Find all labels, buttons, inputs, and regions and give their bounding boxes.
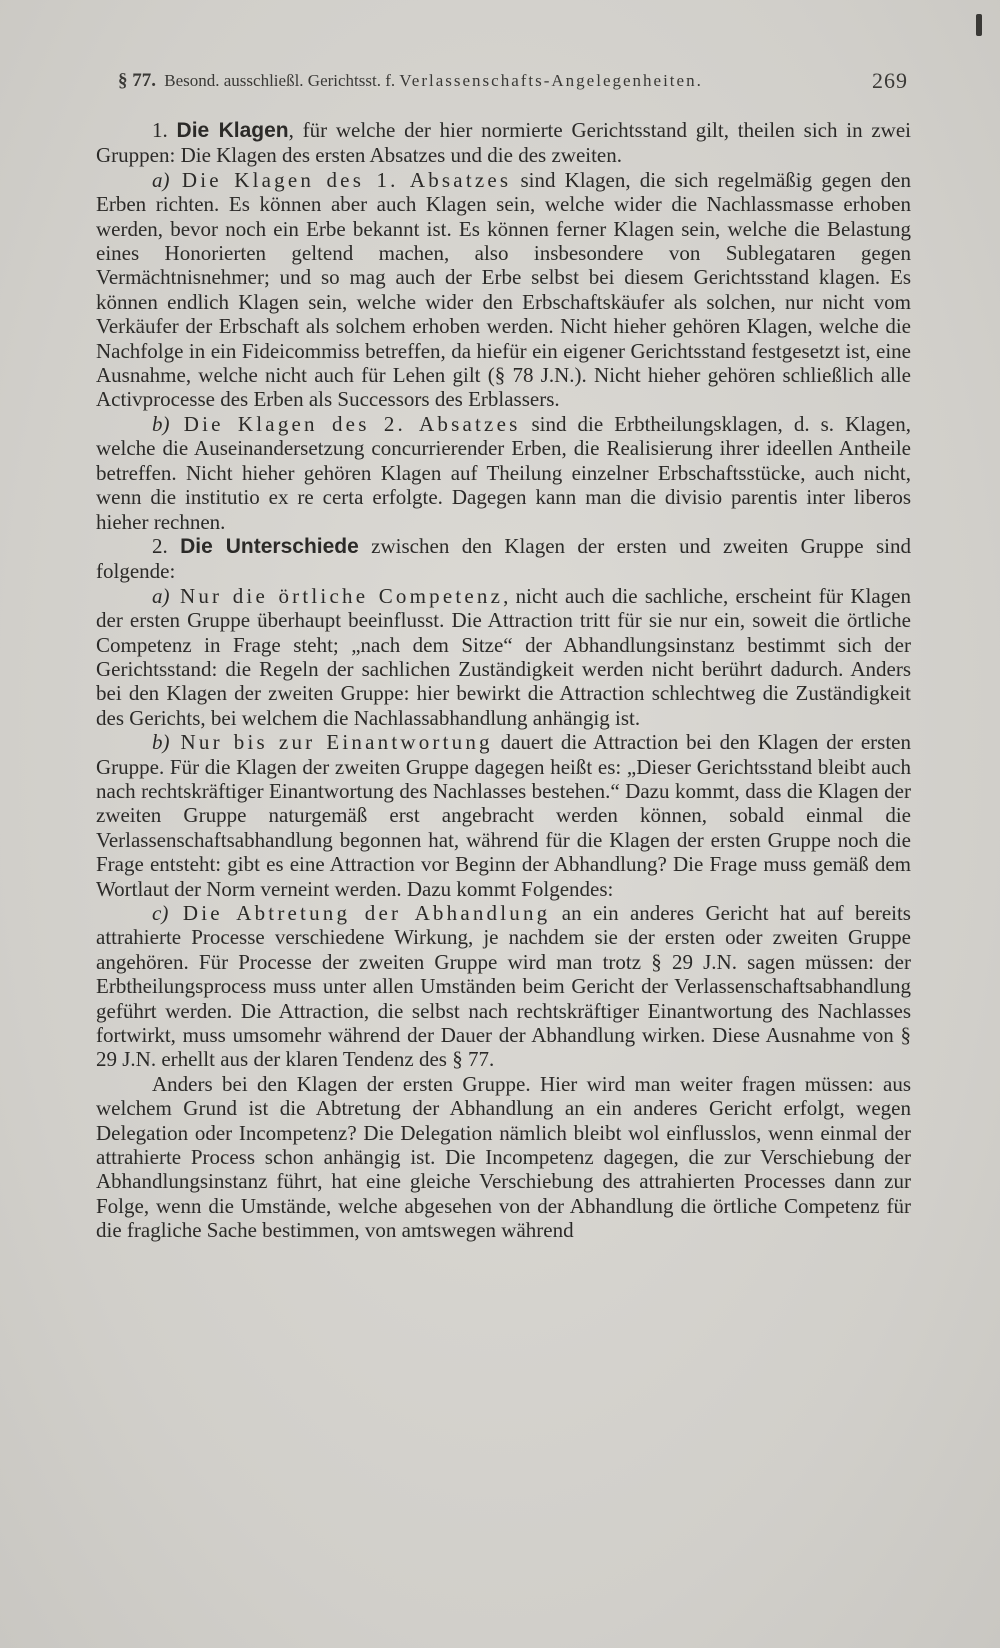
page-number: 269 — [872, 68, 908, 93]
paragraph-p7 — [96, 901, 911, 1072]
list-marker: b) — [152, 730, 170, 755]
paragraph-text: Anders bei den Klagen der ersten Gruppe. Hier wird man weiter fragen müssen: aus welchem Grund ist die Abtretung der Abhandlung an ein anderes Gericht erfolgt, wegen Delegation oder Incompetenz? Die Delegation nämlich bleibt wol einflusslos, wenn einmal der attrahierte Process schon anhängig ist. Die Incompetenz dagegen, die zur Verschiebung der Abhandlungsinstanz führt, hat eine gleiche Verschiebung des attrahierten Processes dann zur Folge, wenn die Umstände, welche abgesehen von der Abhandlung die örtliche Competenz für die fragliche Sache bestimmen, von amtswegen während — [96, 1071, 911, 1243]
running-head — [118, 66, 908, 96]
numbered-heading: Die Unterschiede — [180, 534, 359, 558]
spaced-emphasis: Nur bis zur Einantwortung — [169, 730, 493, 755]
list-marker: a) — [152, 167, 170, 192]
paragraph-text: sind die Erbtheilungsklagen, d. s. Klagen, welche die Auseinandersetzung concurrierender Erben, die Realisierung ihrer ideellen Antheile betreffen. Nicht hieher gehören Klagen auf Theilung einzelner Erbschaftsstücke, auch nicht, wenn die institutio ex re certa erfolgte. Dagegen kann man die divisio parentis inter liberos hieher rechnen. — [96, 411, 911, 534]
list-marker: b) — [152, 411, 170, 436]
section-number: § 77. — [118, 70, 156, 91]
spaced-emphasis: Die Abtretung der Abhandlung — [168, 901, 551, 925]
paragraph-p4 — [96, 534, 911, 584]
paragraph-text: zwischen den Klagen der ersten und zweiten Gruppe sind folgende: — [96, 533, 911, 584]
spaced-emphasis: Die Klagen des 2. Absatzes — [169, 411, 521, 436]
paragraph-p6 — [96, 730, 911, 901]
paragraph-text: 2. — [152, 533, 181, 558]
paragraph-p5 — [96, 584, 911, 730]
list-marker: a) — [152, 583, 170, 608]
paragraph-text: , für welche der hier normierte Gerichtsstand gilt, theilen sich in zwei Gruppen: Die Klagen des ersten Absatzes und die des zweiten. — [96, 118, 912, 168]
spaced-emphasis: Die Klagen des 1. Absatzes — [169, 167, 512, 192]
running-title-part-1: Besond. ausschließl. Gerichtsst. f. — [164, 71, 396, 90]
paragraph-text: an ein anderes Gericht hat auf bereits attrahierte Processe verschiedene Wirkung, je nachdem sie der ersten oder zweiten Gruppe angehören. Für Processe der zweiten Gruppe wird man trotz § 29 J.N. sagen müssen: der Erbtheilungsprocess muss unter allen Umständen beim Gericht der Verlassenschaftsabhandlung geführt werden. Die Attraction, die selbst nach rechtskräftiger Einantwortung des Nachlasses fortwirkt, muss umsomehr während der Dauer der Abhandlung wirken. Diese Ausnahme von § 29 J.N. erhellt aus der klaren Tendenz des § 77. — [96, 901, 911, 1072]
paragraph-text: 1. — [152, 118, 177, 142]
body-text — [96, 118, 911, 1243]
paragraph-p2 — [96, 168, 911, 412]
paragraph-text: dauert die Attraction bei den Klagen der ersten Gruppe. Für die Klagen der zweiten Gruppe dagegen heißt es: „Dieser Gerichtsstand bleibt auch nach rechtskräftiger Einantwortung des Nachlasses bestehen.“ Dazu kommt, dass die Klagen der zweiten Gruppe naturgemäß erst angebracht werden können, sobald einmal die Verlassenschaftsabhandlung begonnen hat, während für die Klagen der ersten Gruppe noch die Frage entsteht: gibt es eine Attraction vor Beginn der Abhandlung? Die Frage muss gemäß dem Wortlaut der Norm verneint werden. Dazu kommt Folgendes: — [96, 730, 911, 901]
spaced-emphasis: Nur die örtliche Competenz — [169, 583, 504, 608]
paragraph-text: , nicht auch die sachliche, erscheint für Klagen der ersten Gruppe überhaupt beeinflusst. Die Attraction tritt für sie nur ein, soweit die örtliche Competenz in Frage steht; „nach dem Sitze“ der Abhandlungsinstanz bestimmt sich der Gerichtsstand: die Regeln der sachlichen Zuständigkeit werden nicht berührt dadurch. Anders bei den Klagen der zweiten Gruppe: hier bewirkt die Attraction schlechtweg die Zuständigkeit des Gerichts, bei welchem die Nachlassabhandlung anhängig ist. — [96, 583, 911, 730]
numbered-heading: Die Klagen — [176, 119, 289, 142]
paragraph-p3 — [96, 412, 911, 534]
paragraph-p8 — [96, 1072, 911, 1243]
paragraph-p1 — [96, 118, 911, 168]
running-title-part-2: Verlassenschafts-Angelegenheiten. — [399, 71, 703, 90]
scan-edge-mark — [976, 14, 982, 36]
paragraph-text: sind Klagen, die sich regelmäßig gegen den Erben richten. Es können aber auch Klagen sein, welche wider die Nachlassmasse erhoben werden, bevor noch ein Erbe bekannt ist. Es können ferner Klagen sein, welche die Belastung eines Honorierten geltend machen, also insbesondere von Sublegataren gegen Vermächtnisnehmer; und so mag auch der Erbe selbst bei diesem Gerichtsstand klagen. Es können endlich Klagen sein, welche wider den Erbschaftskäufer als solchen, nur nicht vom Verkäufer der Erbschaft als solchem erhoben werden. Nicht hieher gehören Klagen, welche die Nachfolge in ein Fideicommiss betreffen, da hiefür ein eigener Gerichtsstand festgesetzt ist, eine Ausnahme, welche nicht auch für Lehen gilt (§ 78 J.N.). Nicht hieher gehören schließlich alle Activprocesse des Erben als Successors des Erblassers. — [96, 167, 911, 412]
list-marker: c) — [152, 901, 169, 925]
